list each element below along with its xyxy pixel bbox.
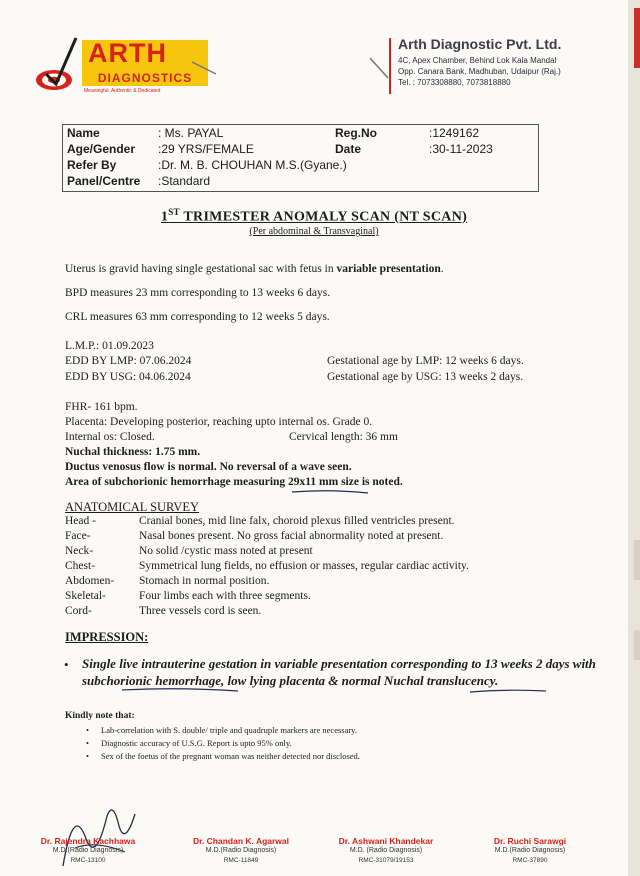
age-label: Age/Gender bbox=[67, 142, 136, 156]
panel-value: :Standard bbox=[158, 174, 211, 188]
edge-mark bbox=[634, 630, 640, 660]
impression-heading: IMPRESSION: bbox=[65, 630, 149, 644]
edd-usg: EDD BY USG: 04.06.2024 bbox=[65, 371, 191, 383]
bullet-icon: • bbox=[86, 738, 89, 748]
anatomy-key: Skeletal- bbox=[65, 590, 106, 602]
company-name: Arth Diagnostic Pvt. Ltd. bbox=[398, 36, 562, 52]
anatomy-key: Face- bbox=[65, 530, 91, 542]
bullet-icon: • bbox=[64, 657, 69, 672]
pen-stroke-decoration bbox=[368, 54, 398, 84]
page-edge bbox=[628, 0, 640, 876]
address-line-2: Opp. Canara Bank, Madhuban, Udaipur (Raj.) bbox=[398, 67, 561, 76]
anatomy-key: Cord- bbox=[65, 605, 92, 617]
cervical-length: Cervical length: 36 mm bbox=[289, 431, 398, 443]
ga-lmp: Gestational age by LMP: 12 weeks 6 days. bbox=[327, 355, 524, 367]
bpd-finding: BPD measures 23 mm corresponding to 13 weeks 6 days. bbox=[65, 287, 331, 299]
impression-text: Single live intrauterine gestation in variable presentation corresponding to 13 weeks 2 days with subchorionic hemorrhage, low lying placenta & normal Nuchal translucency. bbox=[82, 656, 596, 688]
anatomy-key: Head - bbox=[65, 515, 96, 527]
date-label: Date bbox=[335, 142, 362, 156]
notes-heading: Kindly note that: bbox=[65, 711, 135, 721]
refer-value: :Dr. M. B. CHOUHAN M.S.(Gyane.) bbox=[158, 158, 347, 172]
pen-underline-mark bbox=[468, 687, 548, 695]
report-subtitle: (Per abdominal & Transvaginal) bbox=[249, 226, 379, 237]
company-info bbox=[398, 36, 561, 88]
hemorrhage-finding: Area of subchorionic hemorrhage measuring 29x11 mm size is noted. bbox=[65, 476, 403, 488]
fhr: FHR- 161 bpm. bbox=[65, 401, 138, 413]
logo-tagline: Meaningful, Authentic & Dedicated bbox=[84, 88, 161, 94]
uterus-finding: Uterus is gravid having single gestational sac with fetus in variable presentation. bbox=[65, 263, 444, 275]
pen-stroke-decoration bbox=[190, 58, 230, 78]
bullet-icon: • bbox=[86, 725, 89, 735]
placenta: Placenta: Developing posterior, reaching upto internal os. Grade 0. bbox=[65, 416, 373, 428]
pen-underline-mark bbox=[290, 488, 370, 496]
anatomy-value: Four limbs each with three segments. bbox=[139, 590, 311, 602]
ga-usg: Gestational age by USG: 13 weeks 2 days. bbox=[327, 371, 524, 383]
edge-mark bbox=[634, 540, 640, 580]
doctor-signature-block: Dr. Ruchi Sarawgi M.D.(Radio Diagnosis) RMC-37890 bbox=[493, 836, 567, 864]
logo-sub: DIAGNOSTICS bbox=[82, 70, 208, 86]
phone-line: Tel. : 7073308880, 7073818880 bbox=[398, 78, 511, 87]
name-value: : Ms. PAYAL bbox=[158, 126, 224, 140]
edge-mark bbox=[634, 8, 640, 68]
anatomy-value: Cranial bones, mid line falx, choroid plexus filled ventricles present. bbox=[139, 515, 455, 527]
note-item: Sex of the foetus of the pregnant woman was neither detected nor disclosed. bbox=[101, 751, 360, 761]
anatomy-heading: ANATOMICAL SURVEY bbox=[65, 500, 200, 514]
doctor-signature-block: Dr. Rajendra Kachhawa M.D.(Radio Diagnosis) RMC-13100 bbox=[40, 836, 136, 864]
edd-lmp: EDD BY LMP: 07.06.2024 bbox=[65, 355, 192, 367]
logo-brand: ARTH bbox=[88, 38, 167, 68]
doctor-signature-block: Dr. Ashwani Khandekar M.D. (Radio Diagnosis) RMC-31079/19153 bbox=[338, 836, 434, 864]
anatomy-value: Nasal bones present. No gross facial abnormality noted at present. bbox=[139, 530, 444, 542]
note-item: Diagnostic accuracy of U.S.G. Report is upto 95% only. bbox=[101, 738, 292, 748]
doctor-signature-block: Dr. Chandan K. Agarwal M.D.(Radio Diagnosis) RMC-11849 bbox=[192, 836, 290, 864]
anatomy-value: No solid /cystic mass noted at present bbox=[139, 545, 313, 557]
crl-finding: CRL measures 63 mm corresponding to 12 weeks 5 days. bbox=[65, 311, 330, 323]
note-item: Lab-correlation with S. double/ triple and quadruple markers are necessary. bbox=[101, 725, 358, 735]
bullet-icon: • bbox=[86, 751, 89, 761]
report-title: 1ST TRIMESTER ANOMALY SCAN (NT SCAN) bbox=[160, 207, 468, 225]
reg-label: Reg.No bbox=[335, 126, 377, 140]
pen-underline-mark bbox=[120, 686, 240, 694]
name-label: Name bbox=[67, 126, 100, 140]
internal-os: Internal os: Closed. bbox=[65, 431, 155, 443]
date-value: :30-11-2023 bbox=[429, 142, 493, 156]
address-line-1: 4C, Apex Chamber, Behind Lok Kala Mandal bbox=[398, 56, 557, 65]
anatomy-key: Chest- bbox=[65, 560, 96, 572]
patient-info-box bbox=[62, 124, 539, 192]
anatomy-key: Abdomen- bbox=[65, 575, 115, 587]
anatomy-key: Neck- bbox=[65, 545, 94, 557]
anatomy-value: Symmetrical lung fields, no effusion or masses, regular cardiac activity. bbox=[139, 560, 469, 572]
anatomy-value: Three vessels cord is seen. bbox=[139, 605, 262, 617]
ductus-venosus: Ductus venosus flow is normal. No reversal of a wave seen. bbox=[65, 461, 352, 473]
nuchal-thickness: Nuchal thickness: 1.75 mm. bbox=[65, 446, 201, 458]
reg-value: :1249162 bbox=[429, 126, 480, 140]
age-value: :29 YRS/FEMALE bbox=[158, 142, 254, 156]
refer-label: Refer By bbox=[67, 158, 117, 172]
anatomy-value: Stomach in normal position. bbox=[139, 575, 270, 587]
lmp: L.M.P.: 01.09.2023 bbox=[65, 340, 154, 352]
panel-label: Panel/Centre bbox=[67, 174, 141, 188]
